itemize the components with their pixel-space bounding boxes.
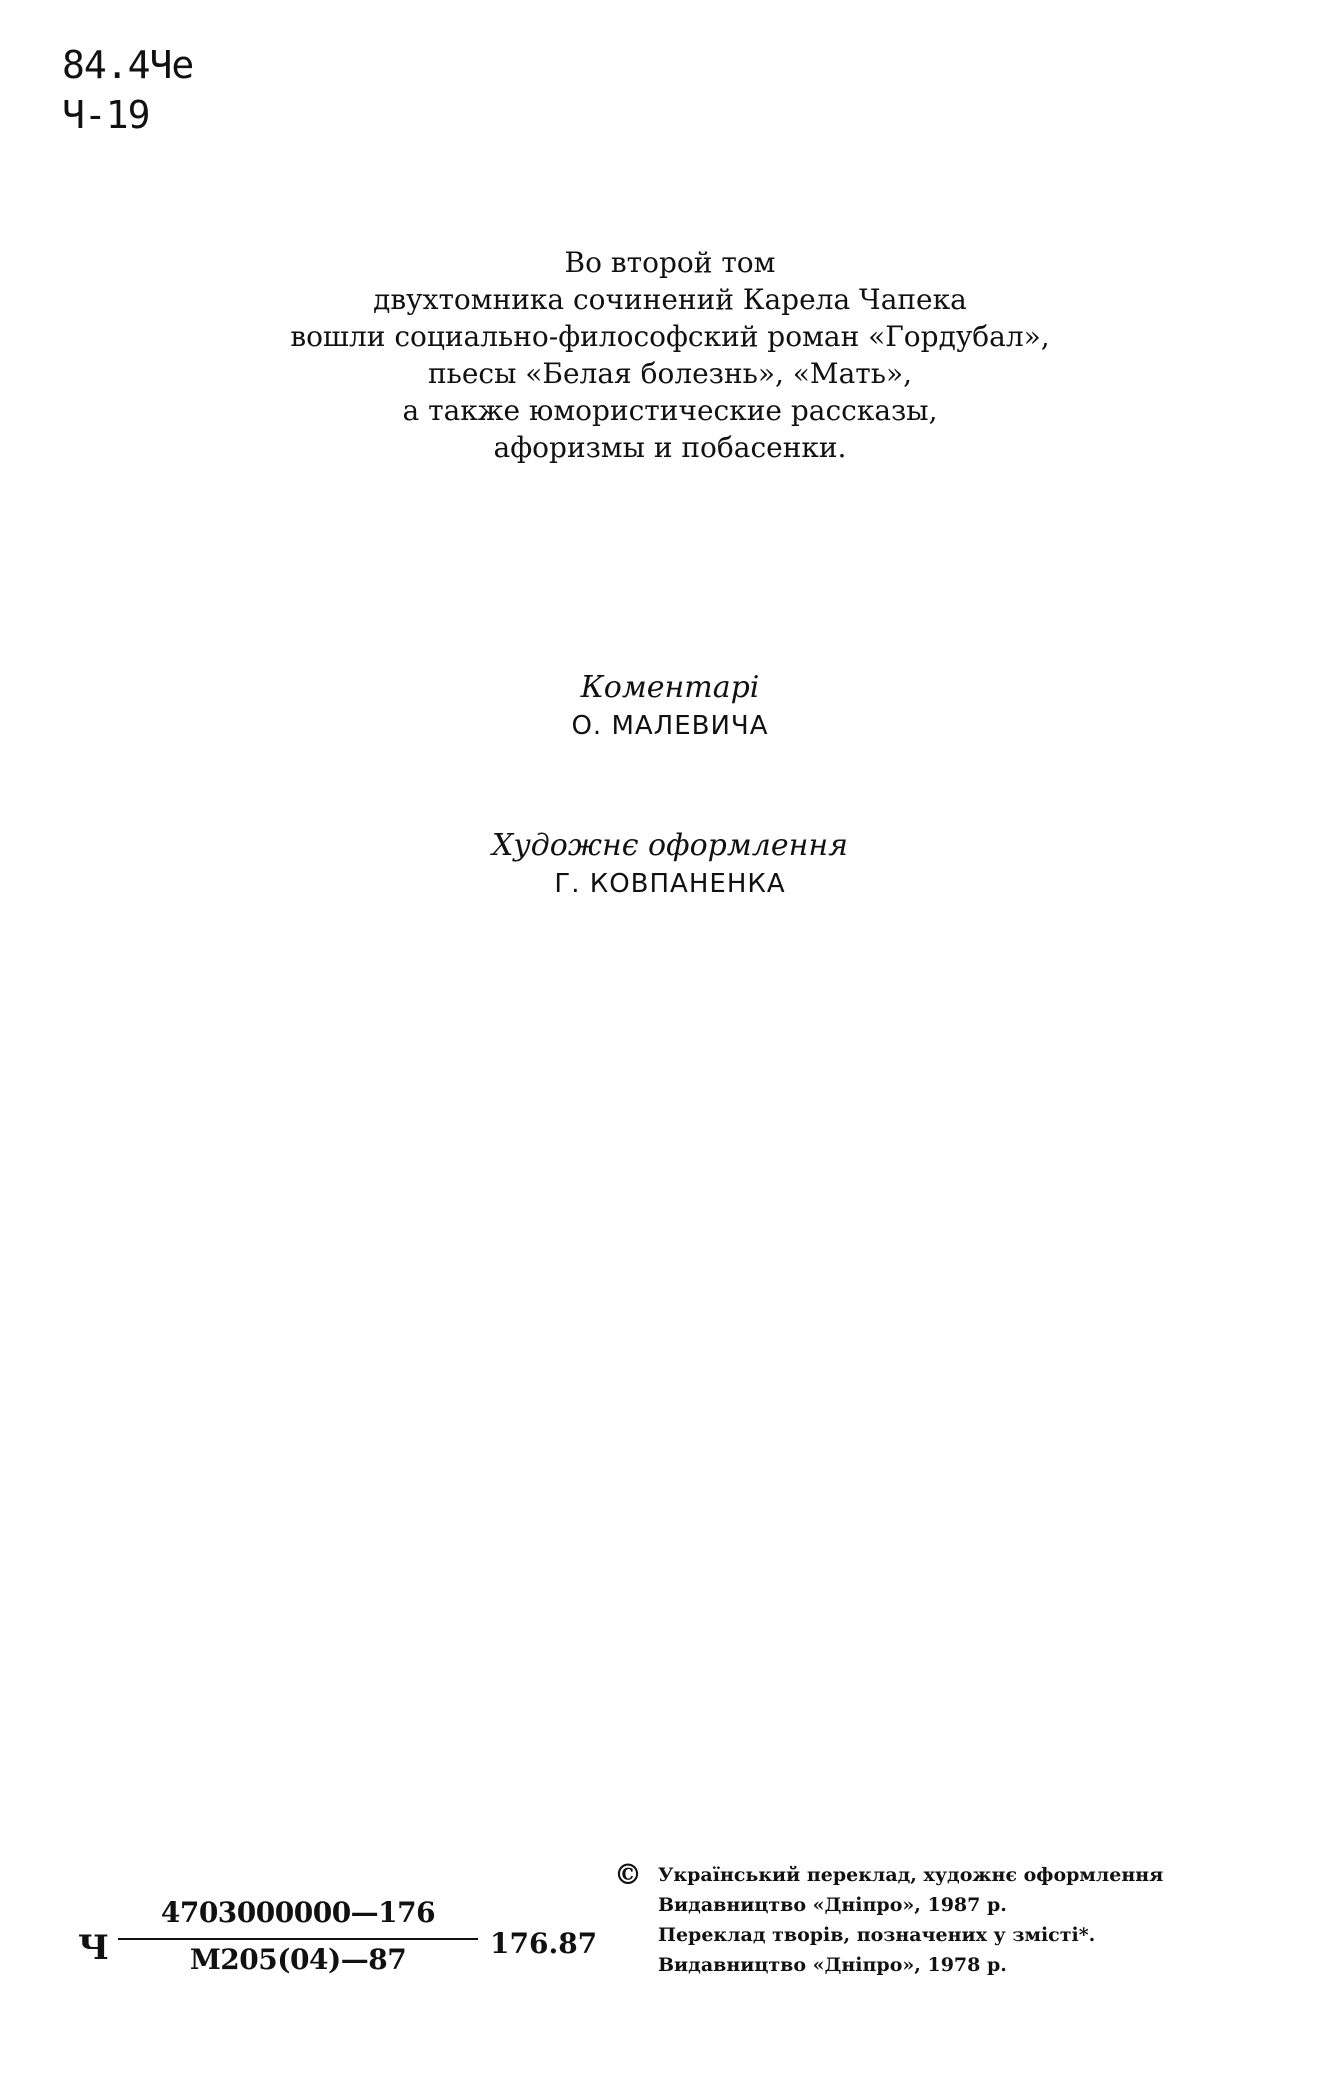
credit-role: Художнє оформлення (492, 828, 848, 863)
annotation-line: Во второй том (564, 246, 776, 279)
author-mark: Ч-19 (62, 93, 150, 137)
copyright-icon: © (614, 1858, 642, 1891)
annotation-line: а также юмористические рассказы, (402, 394, 938, 427)
copyright-line: Видавництво «Дніпро», 1987 р. (658, 1894, 1007, 1916)
book-annotation (200, 244, 1140, 466)
copyright-line: Видавництво «Дніпро», 1978 р. (658, 1954, 1007, 1976)
catalog-numerator: 4703000000—176 (118, 1894, 478, 1940)
credit-person: О. МАЛЕВИЧА (571, 711, 769, 741)
catalog-order-number: 176.87 (490, 1927, 598, 1960)
classification-block (62, 40, 193, 140)
catalog-denominator: М205(04)—87 (189, 1943, 407, 1976)
design-credit (360, 826, 980, 902)
catalog-index (78, 1894, 598, 2004)
copyright-notice (614, 1860, 1254, 1980)
catalog-letter: Ч (78, 1928, 110, 1968)
copyright-line: Український переклад, художнє оформлення (658, 1864, 1164, 1886)
library-classification-code: 84.4Че (62, 43, 194, 87)
catalog-fraction (118, 1894, 478, 1980)
credit-role: Коментарі (580, 670, 760, 705)
annotation-line: пьесы «Белая болезнь», «Мать», (427, 357, 913, 390)
annotation-line: афоризмы и побасенки. (493, 431, 847, 464)
commentary-credit (360, 668, 980, 744)
copyright-line: Переклад творів, позначених у змісті*. (658, 1924, 1096, 1946)
credit-person: Г. КОВПАНЕНКА (554, 869, 786, 899)
annotation-line: двухтомника сочинений Карела Чапека (373, 283, 967, 316)
annotation-line: вошли социально-философский роман «Гордубал», (290, 320, 1050, 353)
